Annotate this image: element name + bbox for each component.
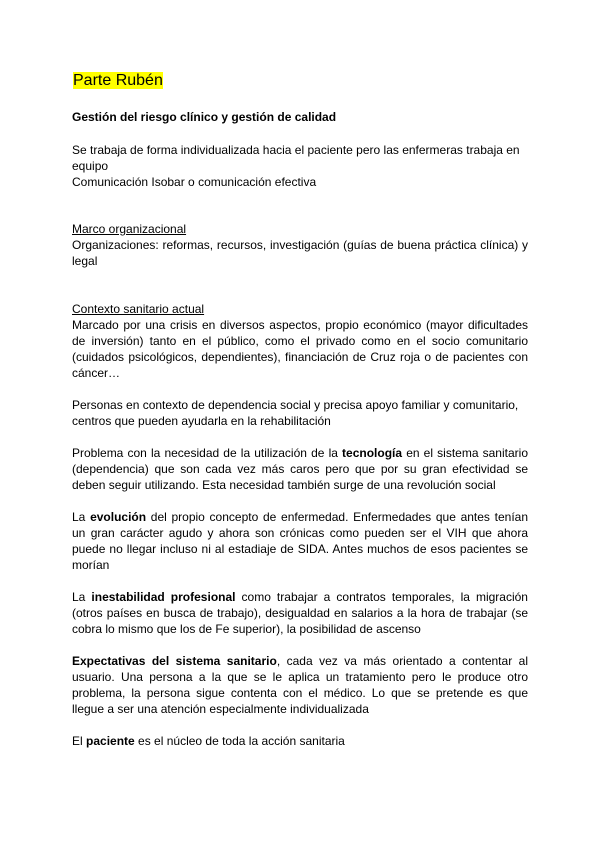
tecnologia-bold: tecnología (342, 446, 403, 460)
marco-text: Organizaciones: reformas, recursos, investigación (guías de buena práctica clínica) y legal (72, 238, 528, 268)
tecnologia-text-before: Problema con la necesidad de la utilización de la (72, 446, 343, 460)
tecnologia-paragraph (72, 445, 528, 493)
evolucion-text-before: La (72, 510, 91, 524)
contexto-text: Marcado por una crisis en diversos aspectos, propio económico (mayor dificultades de inversión) tanto en el público, como el privado como en el socio comunitario (cuidados psicológicos, dependientes), financiación de Cruz roja o de pacientes con cáncer… (72, 318, 528, 380)
intro-paragraph (72, 142, 528, 190)
marco-paragraph (72, 221, 528, 269)
intro-line-2: Comunicación Isobar o comunicación efectiva (72, 175, 317, 189)
page-title (72, 71, 164, 91)
inestabilidad-text-before: La (72, 590, 92, 604)
evolucion-paragraph (72, 509, 528, 573)
inestabilidad-paragraph (72, 589, 528, 637)
inestabilidad-bold: inestabilidad profesional (91, 590, 236, 604)
personas-paragraph: Personas en contexto de dependencia social y precisa apoyo familiar y comunitario, centros que pueden ayudarla en la rehabilitación (72, 398, 519, 428)
title-highlight: Parte Rubén (73, 72, 163, 89)
section-heading: Gestión del riesgo clínico y gestión de calidad (72, 110, 337, 124)
evolucion-bold: evolución (90, 510, 147, 524)
contexto-paragraph (72, 301, 528, 381)
evolucion-text-after: del propio concepto de enfermedad. Enfermedades que antes tenían un gran carácter agudo y ahora son crónicas como pueden ser el VIH que ahora puede no llegar incluso ni al estadiaje de SIDA. Antes muchos de esos pacientes se morían (72, 510, 529, 572)
marco-title: Marco organizacional (72, 222, 187, 236)
expectativas-text-after: , cada vez va más orientado a contentar al usuario. Una persona a la que se le aplica un tratamiento pero le produce otro problema, la persona sigue contenta con el médico. Lo que se pretende es que llegue a ser una atención especialmente individualizada (72, 654, 528, 716)
paciente-text-before: El (72, 734, 87, 748)
expectativas-paragraph (72, 653, 528, 717)
paciente-bold: paciente (86, 734, 135, 748)
expectativas-bold: Expectativas del sistema sanitario (72, 654, 277, 668)
contexto-title: Contexto sanitario actual (72, 302, 205, 316)
paciente-text-after: es el núcleo de toda la acción sanitaria (134, 734, 345, 748)
tecnologia-text-after: en el sistema sanitario (dependencia) que son cada vez más caros pero que por su gran efectividad se deben seguir utilizando. Esta necesidad también surge de una revolución social (72, 446, 528, 492)
inestabilidad-text-after: como trabajar a contratos temporales, la migración (otros países en busca de trabajo), desigualdad en salarios a la hora de trabajar (se cobra lo mismo que los de Fe superior), la posibilidad de ascenso (72, 590, 528, 636)
paciente-paragraph (72, 733, 528, 749)
intro-line-1: Se trabaja de forma individualizada hacia el paciente pero las enfermeras trabaja en equipo (72, 143, 520, 173)
